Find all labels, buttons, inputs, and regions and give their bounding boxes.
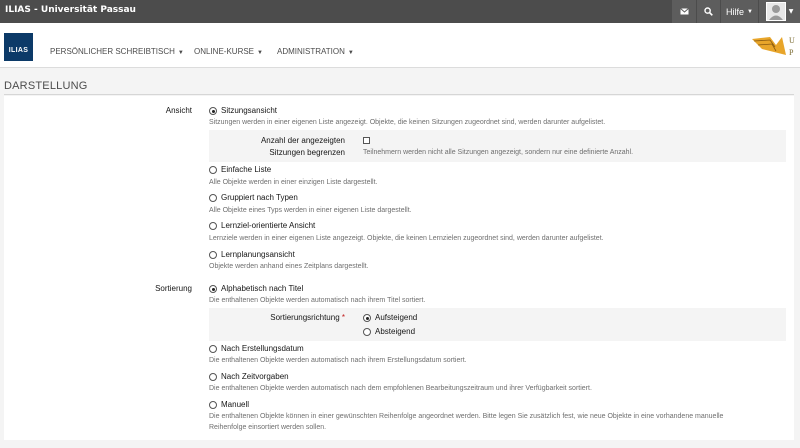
radio-einfache-liste[interactable]	[209, 166, 217, 174]
nav-label: ONLINE-KURSE	[194, 47, 255, 56]
option-alphabetisch-label[interactable]: Alphabetisch nach Titel	[221, 284, 304, 293]
radio-erstellungsdatum[interactable]	[209, 345, 217, 353]
option-einfache-liste-label[interactable]: Einfache Liste	[221, 165, 272, 174]
university-logo[interactable]	[752, 31, 796, 61]
option-sitzungsansicht-desc: Sitzungen werden in einer eigenen Liste angezeigt. Objekte, die keinen Sitzungen zugeordnet sind, werden darunter aufgelistet.	[209, 119, 606, 126]
uni-logo-letter-u: U	[789, 36, 795, 45]
chevron-down-icon: ▼	[788, 8, 794, 15]
option-lernziel-label[interactable]: Lernziel-orientierte Ansicht	[221, 221, 316, 230]
option-einfache-liste-desc: Alle Objekte werden in einer einzigen Liste dargestellt.	[209, 179, 378, 186]
option-aufsteigend-label[interactable]: Aufsteigend	[375, 313, 418, 322]
sort-direction-label-text: Sortierungsrichtung	[270, 313, 340, 322]
nav-online-courses[interactable]	[194, 47, 263, 56]
radio-absteigend[interactable]	[363, 328, 371, 336]
limit-sessions-label-line2: Sitzungen begrenzen	[269, 148, 345, 157]
divider	[4, 94, 794, 95]
page-title: DARSTELLUNG	[4, 80, 88, 92]
nav-administration[interactable]	[277, 47, 354, 56]
nav-label: PERSÖNLICHER SCHREIBTISCH	[50, 47, 175, 56]
option-alphabetisch-desc: Die enthaltenen Objekte werden automatisch nach ihrem Titel sortiert.	[209, 297, 426, 304]
radio-lernplanungsansicht[interactable]	[209, 251, 217, 259]
logo-text: ILIAS	[8, 47, 29, 54]
chevron-down-icon: ▼	[347, 50, 354, 56]
sortierung-label: Sortierung	[155, 284, 192, 293]
limit-sessions-label	[209, 135, 345, 159]
option-manuell-desc-line1: Die enthaltenen Objekte können in einer gewünschten Reihenfolge angeordnet werden. Bitte legen Sie zusätzlich fest, wie neue Objekte in eine vorhandene manuelle	[209, 413, 724, 420]
radio-gruppiert-nach-typen[interactable]	[209, 194, 217, 202]
option-gruppiert-desc: Alle Objekte eines Typs werden in einer eigenen Liste dargestellt.	[209, 207, 412, 214]
limit-sessions-checkbox[interactable]	[363, 137, 370, 144]
user-menu-button[interactable]	[759, 0, 800, 23]
option-gruppiert-label[interactable]: Gruppiert nach Typen	[221, 193, 298, 202]
option-sitzungsansicht-label[interactable]: Sitzungsansicht	[221, 106, 278, 115]
radio-zeitvorgaben[interactable]	[209, 373, 217, 381]
nav-personal-desktop[interactable]	[50, 47, 184, 56]
option-erstellungsdatum-desc: Die enthaltenen Objekte werden automatisch nach ihrem Erstellungsdatum sortiert.	[209, 357, 467, 364]
sort-direction-label	[209, 313, 345, 322]
search-button[interactable]	[697, 0, 720, 23]
radio-alphabetisch[interactable]	[209, 285, 217, 293]
main-navigation	[0, 23, 800, 68]
option-manuell-desc-line2: Reihenfolge einsortiert werden sollen.	[209, 424, 327, 431]
help-menu-button[interactable]	[721, 0, 758, 23]
option-absteigend-label[interactable]: Absteigend	[375, 327, 416, 336]
option-manuell-label[interactable]: Manuell	[221, 400, 250, 409]
limit-sessions-desc: Teilnehmern werden nicht alle Sitzungen angezeigt, sondern nur eine definierte Anzahl.	[363, 149, 634, 156]
chevron-down-icon: ▼	[177, 50, 184, 56]
radio-sitzungsansicht[interactable]	[209, 107, 217, 115]
limit-sessions-label-line1: Anzahl der angezeigten	[260, 136, 345, 145]
mail-button[interactable]	[672, 0, 696, 23]
required-marker: *	[341, 313, 345, 322]
option-zeitvorgaben-label[interactable]: Nach Zeitvorgaben	[221, 372, 289, 381]
uni-logo-letter-p: P	[789, 48, 794, 57]
option-zeitvorgaben-desc: Die enthaltenen Objekte werden automatisch nach dem empfohlenen Bearbeitungszeitraum und ihrer Verfügbarkeit sortiert.	[209, 385, 592, 392]
search-icon	[704, 7, 713, 16]
radio-manuell[interactable]	[209, 401, 217, 409]
nav-label: ADMINISTRATION	[277, 47, 345, 56]
top-bar	[0, 0, 800, 23]
ansicht-label: Ansicht	[165, 106, 192, 115]
option-lernplanung-label[interactable]: Lernplanungsansicht	[221, 250, 295, 259]
chevron-down-icon: ▼	[257, 50, 263, 56]
mail-icon	[680, 8, 689, 15]
help-label: Hilfe	[726, 6, 745, 17]
radio-aufsteigend[interactable]	[363, 314, 371, 322]
option-lernplanung-desc: Objekte werden anhand eines Zeitplans dargestellt.	[209, 263, 369, 270]
site-title[interactable]: ILIAS - Universität Passau	[5, 5, 136, 15]
ilias-logo[interactable]	[4, 33, 33, 61]
chevron-down-icon: ▼	[747, 8, 753, 15]
option-erstellungsdatum-label[interactable]: Nach Erstellungsdatum	[221, 344, 304, 353]
radio-lernziel-orientiert[interactable]	[209, 222, 217, 230]
user-avatar-icon	[766, 2, 786, 21]
option-lernziel-desc: Lernziele werden in einer eigenen Liste angezeigt. Objekte, die keinen Lernzielen zugeordnet sind, werden darunter aufgelistet.	[209, 235, 604, 242]
